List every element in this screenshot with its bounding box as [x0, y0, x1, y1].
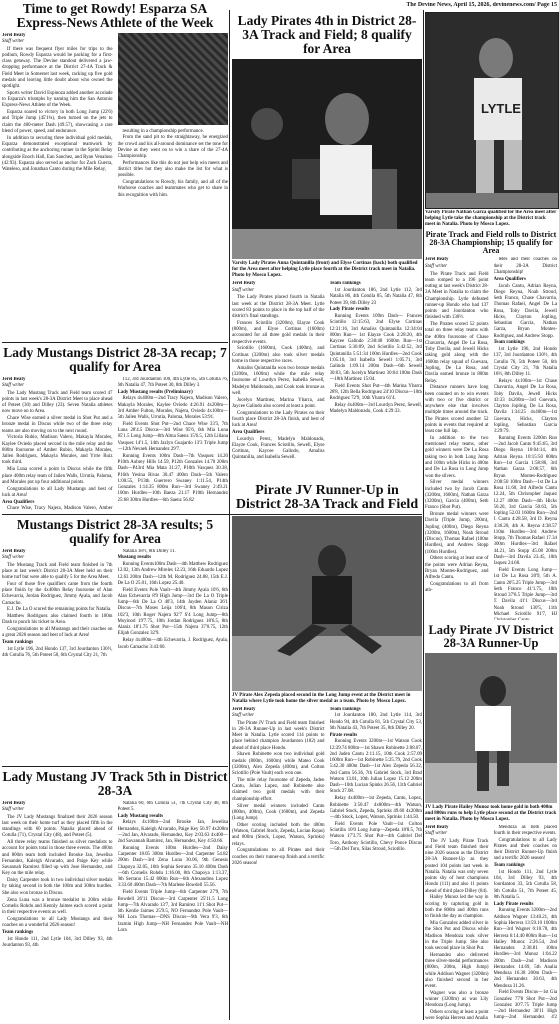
headline: Lady Mustangs District 28-3A recap; 7 qualify for Area	[3, 346, 227, 374]
role: Staff writer	[2, 383, 25, 389]
paragraph: Silver medal winners included Cantu (800m, 400m), Cook (1600m), and Zepeda (Long Jump).	[232, 803, 325, 822]
subhead: Lady Pirate results	[493, 901, 534, 907]
column-divider	[423, 10, 424, 1020]
paragraph: In addition to securing three individual gold medals, Esparza demonstrated exceptional teamwork by contributing as the anchoring runner in the Sprint Relay alongside Enoch Hall, Ean Sanchez, and Ryan Venaluso (42.93). Esparza also served as anchor for Zach Guerra, Wateleso, and Jonathan Canto during the Mile Relay,	[2, 135, 113, 173]
paragraph: Running Events 3200m Run—2nd Jacob Cantu 9:45:65, 3rd Diego Reyna 10:04:14, 4th Adrian Reyna 10:15:50 800m Run—1st Garcia 1:58:86, 3rd Nathan Garza 2:06:57, 6th Bryan Montes-Rodriguez 2:08:50 100m Dash—1st De La Rosa 11.60, 3rd Alfredo Cantu 12.24, 5th Christopher Jaquez 12.27 400m Dash—4th Hicks 50.20, 3rd Garcia 50.63, 5th Jopling 52.03 1600m Run—2nd J. Cantu 4:28.58, 3rd D. Reyna 4:36.20, 4th A. Reyna 4:38.57 110m Hurdles—3rd Andrew Stopp, 7th Thomas Rafael 17.34 300m Hurdles—3rd Rafael 44.21, 5th Stopp 45.08 200m Dash—3rd Davila 23.45, 10th Jaquez 24.68.	[493, 435, 557, 567]
paragraph: resulting in a championship performance.	[122, 128, 204, 134]
photo-runners-illustration	[232, 59, 422, 259]
paragraph: 1st Jourdanton 180, 2nd Lytle 114, 3rd Hondo 94, 4th Cotulla 81, 5th Crystal City 53, 6th Natalia 43, 7th Poteet 35, 8th Dilley 20.	[329, 713, 422, 731]
paragraph: The JV Lady Pirate Track and Field team finished their nine 2026 season as the District 28-3A Runner-Up as they posted 104 points last week in Natalia. Natalia was only seven points shy of host champions Hondo (111) and also 11 points ahead of third place Dilley (84).	[425, 838, 489, 894]
paragraph: Field Events Pole Vault—1st Colton Sciotillo 10'0 Long Jump—Zepeda 18'8.5, 7th Watson 17'3.75 Shot Put—4th Gabriel Del Toro, Anthony Sciotillo, Chevy Ponce Discus—5th Del Toro, Silas Stroud, Sciotillo.	[329, 821, 422, 852]
paragraph: E.J. De La O scored the remaining points for Natalia.	[7, 607, 112, 613]
article-lady-mustang-jv	[2, 770, 228, 1022]
byline: Jerel Beaty	[425, 257, 449, 263]
paragraph: Distance runners have long been counted on to win events with two or five district or anywhere else that involves multiple times around the track. The Pirates scored another 52 points in events that required at least one full lap.	[425, 385, 489, 435]
paragraph: Chace Wise, Tracy Najera, Madison Valero, Amber	[7, 506, 113, 511]
paragraph: Daisy Carpenter took in two individual silver medals by taking second in both the 100m and 300m hurdles. She also won bronze in Discus.	[2, 878, 113, 896]
paragraph: Congratulations to Rowdy, his family, and all of the Warhorse coaches and teammates who get to share in this recognition with him.	[117, 180, 228, 198]
subhead: Team rankings	[2, 929, 34, 935]
paragraph: Others scoring at least one of the points were Adrian Reyna, Bryan Montes-Rodriguez, and Alfredo Cantu.	[425, 556, 489, 581]
article-lady-pirate-jv	[425, 624, 557, 1022]
byline: Jerel Beaty	[425, 824, 449, 830]
paragraph: Victoria Rubio, Madison Valero, Makayla Morales, Kaylee Oviedo placed second in the mile relay and the 800m foursome of Amber Rubio, Makayla Morales, Jailen Rodriguez, Makayla Morales, and Yrrie Ruiz took third.	[2, 435, 113, 466]
column-divider	[229, 10, 230, 1020]
photo-caption: Varsity Pirate Nathan Garza qualified for the Area meet after helping Lytle take the championship at the District track meet in Natalia. Photo by Mosco Lopez.	[425, 210, 557, 227]
article-pirate-track	[425, 210, 557, 620]
paragraph: Esparza soared to victory in both Long Jump (22'6) and Triple Jump (45'1¾), then turned on the jets to claim the 400-meter Dash (49.57), showcasing a rare blend of power, speed, and endurance.	[2, 110, 113, 135]
paragraph: Relay 4x400m—1st Zepeda, Cantu, Lopez, Robinette 3:50.47 4x800m—4th Watson, Gabriel Stock, Zepeda, Sprinks 49.60 4x200m—4th Stock, Lopez, Watson, Sprinks 1:44.50.	[329, 796, 422, 821]
role: Staff writer	[2, 39, 25, 45]
paragraph: Jacob Cantu, Adrian Reyna, Diego Reyna, Noah Stroud, Seth Franco, Chase Chavarria, Thomas Rafael, Angel De La Rosa, Toby Davila, Jewell Hicks, Clayton Jopling, Sebastian Garcia, Nathan Garza, Bryan Montes-Rodriguez, and Andrew Stopp.	[493, 283, 557, 339]
paragraph: If there was frequent flyer miles for trips to the podium, Rowdy Esparza would be packing for a first-class getaway. The Devine standout delivered a jaw-dropping performance at the District 27-4A Track & Field Meet in Somerset last week, racking up five gold medals and leaving little doubt about who owned the spotlight.	[2, 46, 113, 90]
paragraph: Four of those five qualifiers came from the fourth place finish by the 4x400m Relay foursome of Alan Echevarria, Jordan Rodriguez, Jimmy Ayala, and Jacob Camacho.	[2, 581, 113, 606]
byline: Jerel Beaty	[232, 281, 256, 287]
article-esparza	[2, 2, 228, 340]
paragraph: 1st Hondo 111, 2nd Lytle 104, 3rd Dilley 93, 4th Jourdanton 93, 4th	[2, 936, 113, 948]
subhead: Team rankings	[493, 863, 525, 869]
paragraph: Congratulations to all Mustangs and their coaches on a great 2026 season and best of luck at Area!	[2, 627, 113, 639]
paragraph: Running Events 3200m—1st Watson Cook 12:39.74 800m—1st Shawn Robinette 2:08.07, 2nd Jaden Cantu 2:11.15, 10th Cook 2:57.09 1600m Run—1st Robinette 5:25.79, 2nd Cook 5:42.30 400m Dash—1st Alex Zepeda 56.32, 2nd Cantu 56.36, 7th Gabriel Stock, 3rd Brad Watson 13.01, 10th Julian Lopez 15.12 200m Dash—10th Lucian Spinks 26.56, 11th Gabriel Stock 27.08.	[329, 739, 422, 795]
photo-caption: JV Lady Pirate Hailey Munoz took home gold in both 400m and 800m runs to help Lytle place second at the District track meet in Natalia. Photo by Mosco Lopez.	[425, 804, 557, 822]
paragraph: Wagner was also a bronze winner (3200m) as was Lily Mendoza (Long Jump).	[425, 990, 489, 1009]
subhead: Team rankings	[493, 340, 525, 346]
subhead: Team rankings	[329, 281, 361, 287]
photo-runner-illustration	[425, 653, 557, 803]
subhead: Lady Mustang results (Preliminary)	[117, 389, 193, 395]
paragraph: From the sand pit to the straightaway, he energized the crowd and his all-around dominance set the tone for Devine as they went on to win a share of the 27-4A Championship.	[117, 135, 228, 160]
paragraph: Congratulations to all Lady Mustangs and best of luck at Area!	[2, 486, 113, 498]
paragraph: Relays 4x400m—2nd Tracy Najera, Madison Valero, Makayla Morales, Kaylee Oviedo 4:26.91 4x200m—3rd Amber Fulton, Morales, Najera, Oviedo 4x100m—5th Jailen Walls, Urrutia, Paloma, Morales 53:91.	[117, 396, 228, 421]
subhead: Lady Mustang results	[117, 813, 164, 819]
subhead: Area Qualifiers	[232, 429, 265, 435]
paragraph: Natalia 60, 6th Cotulla 51, 7th Crystal City 48, 8th Poteet 5.	[117, 800, 228, 812]
paragraph: Relays 4x100m—2nd Brooke Jan, Jewelisa Hernandez, Kaleigh Alvarado, Paige Key 56.97 4x200m—2nd Jan, Alvarado, Hernandez, Key 2:03.63 4x400—2nd Savannah Ramirez, Jan, Hernandez, Key 4:50.66.	[117, 820, 228, 845]
masthead: The Devine News, April 15, 2026, devinenews.com/ Page 15	[406, 2, 557, 8]
paragraph: Congratulations to the Lady Pirates on their fourth place District 28-3A finish, and best of luck at Area!	[232, 410, 325, 429]
paragraph: Field Events Triple Jump—6th Carpenter 27'9, 7th Bowdell 26'11 Discus—3rd Carpenter 25'11.5 Long Jump—7th Alvarado 13'7, 3rd Ramirez 11'1 Shot Put—6th Kenlie Jaimes 25'9.5, NO Fernandez Pole Vault—NH Lora Thomas—DNS Discus—9th Vera 9'3, 6th Jazmin High Jump—NH Fernandez Pole Vault—NH Lora	[117, 890, 228, 933]
paragraph: 112, 3rd Jourdanton 100, 4th Lytle 85, 5th Cotulla 76, 6th Natalia 47, 7th Poteet 30, 8th Dilley 3	[117, 376, 228, 388]
paragraph: Relay 4x400m—4th Echevarria, J. Rodriguez, Ayala, Jacob Camacho 3:43:60.	[117, 638, 228, 650]
byline: Jerel Beaty	[232, 706, 256, 712]
paragraph: Other scoring included both the 400m (Watson, Gabriel Stock, Zepeda, Lucian Rojas) and 800m (Stock, Lopez, Watson, Sprinks) relays.	[232, 822, 325, 847]
paragraph: Chace Wise earned a silver medal in Shot Put and a bronze medal in Discus while two of the three relay teams are also moving on to the next round.	[2, 416, 113, 434]
headline: Mustangs District 28-3A results; 5 qualify for Area	[16, 518, 214, 546]
subhead: Team rankings	[329, 706, 361, 712]
role: Staff writer	[425, 264, 448, 270]
paragraph: Matthew Rodriguez also claimed fourth in 100m Dash to punch his ticket to Area.	[2, 614, 113, 626]
paragraph: Silver medal winners included two by Jacob Cantu (3200m, 1600m), Nathan Garza (3200m), Garcia (400m), Seth Franco (Shot Put).	[425, 480, 489, 511]
paragraph: Sports writer David Espinoza added another accolade to Esparza's triumphs by naming him the San Antonio Express-News Athlete of the Week.	[2, 90, 113, 109]
headline: Pirate JV Runner-Up in District 28-3A Track and Field	[235, 484, 419, 513]
paragraph: Frances Sciotillo (3200m), Elayze Cook (800m), and Elyse Cortinas (1600m) accounted for all three gold medals in their respective events.	[232, 320, 325, 345]
subhead: Area Qualifiers	[2, 499, 35, 505]
role: Staff writer	[425, 831, 448, 837]
paragraph: The mile relay foursome of Zepeda, Jaden Cantu, Julian Lopez, and Robinette also claimed two gold medals with their championship effort.	[232, 777, 325, 802]
paragraph: 1st Lytle 196, 2nd Hondo 137, 3rd Jourdanton 130½, 4th Cotulla 76, 5th Poteet 50, 6th Crystal City 21, 7th Natalia 18½, 8th Dilley 11.	[493, 347, 557, 378]
paragraph: Congratulations to all from ath-	[425, 582, 489, 594]
paragraph: Mia Luna scored a point in Discus while the fifth place 400m relay team of Jailen Walls, Urrutia, Paloma, and Morales put up four additional points.	[2, 467, 113, 485]
paragraph: Mia Gonzalez added silver in the Shot Put and Discus while Madison Mendoza took silver in the Triple Jump. She also took second place in Shot Put.	[425, 920, 489, 952]
photo-lady-pirate-jv	[425, 653, 557, 803]
paragraph: The Mustang Track and Field team finished in 7th place at last week's District 28-3A Meet held on their home turf but were able to qualify 5 for the Area Meet.	[2, 562, 113, 581]
paragraph: Congratulations to all Lady Mustangs and their coaches on a wonderful 2026 season!	[2, 916, 113, 929]
paragraph: Field Events Shot Put—2nd Chace Wise 33'3, 7th Luna 28'4.5 Discus—3rd Wise 95'6, 6th Mia Luna 85'1.5 Long Jump—8th Alma Saenz 15'6.5, 12th Lillana Vasquez 14'1.5, 14th Jazlyn Guajardo 13'3 Triple Jump—12th Nevaeh Hernandez 29'7.	[117, 421, 228, 452]
subhead: Area Qualifiers	[493, 276, 526, 282]
role: Staff writer	[2, 555, 25, 561]
article-mustangs-results	[2, 518, 228, 763]
paragraph: Running Events 100m Hurdles—2nd Daisy Carpenter 18.05 300m Hurdles—2nd Carpenter 54.82 200m Dash—3rd Zena Luna 30.06, 9th Genesis Chapoya 32.05, 16th Sophia Serrano 35.10 400m Dash—6th Cornelis Rohdu 1:16.00, 8th Chapoya 1:13.37, 9th Serrano 15.42 800m Run—6th Alexandrea Lopez 3:33.60 400m Dash—7th Marlene Bowdell 55.56.	[117, 845, 228, 889]
photo-caption: Varsity Lady Pirates Anna Quintanilla (front) and Elyse Cortinas (back) both qualified for the Area meet after helping Lytle place fourth at the District track meet in Natalia. Photo by Mosco Lopez.	[232, 261, 418, 279]
paragraph: letes and their coaches on their 28-3A District Championship!	[493, 257, 557, 275]
paragraph: 1st Jourdanton 186, 2nd Lytle 112, 3rd Natalia 86, 4th Cotulla 85, 5th Natalia 47, 6th Poteet 39, 8th Dilley 23	[329, 288, 422, 306]
paragraph: In addition to the two mentioned relay teams, other gold winners were De La Rosa taking two in both Long Jump and 100m while Hicks in 400m and De La Rosa in Long Jump won the silvers.	[425, 435, 489, 479]
paragraph: Zena Luna was a bronze medalist in 200m while Cornelis Rohdu and Kennly Jaimes each scored a point in their respective events as well.	[2, 897, 113, 916]
paragraph: Field Events Pole Vault—4th Jimmy Ayala 10'6, 6th Alan Echevarria 8'9 High Jump—3rd De La O Triple Jump—6th De La O 40'3, 14th Jayden Alaniz 36'1 Discus—7th Moses Leija 106'4, 8th Mason Ciriza 102'3, 10th Roger Najera 92'7 S'4 Long Jump—8th Moyinod 19'7.75, 10th Jordan Rodriguez 18'6.5, 8th Alaniz 18'1.75 Shot Put—15th Najera 37'0.75, 12th Elijah Gonzalez 32'9.	[117, 587, 228, 637]
role: Staff writer	[232, 713, 255, 719]
photo-runner-illustration	[426, 13, 558, 208]
paragraph: Mendoza as both placed fourth in their respective events.	[493, 824, 557, 836]
paragraph: Shawn Robinette won two individual gold medals (800m, 1600m) while Mateo Cook (3200m), Alex Zepeda (400m), and Colton Sciotillo (Pole Vault) each won one.	[232, 752, 325, 777]
article-lady-pirates	[232, 10, 422, 480]
byline: Jerel Beaty	[2, 548, 26, 554]
headline: Pirate Track and Field rolls to District 28-3A Championship; 15 qualify for Area	[425, 230, 557, 256]
paragraph: The Pirate Track and Field team romped to a 196 point outing at last week's District 28-3A Meet in Natalia to claim the Championship. Lytle defeated runner-up Hondo who had 137 points and Jourdanton who finished with 130½.	[425, 271, 489, 321]
byline: Jerel Beaty	[2, 376, 26, 382]
paragraph: Field Events Shot Put—4th Marina Ybarra 28'8, 12th Bella Rodriguez 24'10 Discus—10th Rodriguez 72'9, 10th Ybarra 61'4.	[329, 383, 422, 402]
headline: Time to get Rowdy! Esparza SA Express-News Athlete of the Week	[16, 2, 214, 30]
paragraph: Relay 4x400m—3rd Lourdyn Perez, Sewell, Madelyn Maldonado, Cook 4:29:33.	[329, 402, 422, 415]
paragraph: Running Events 100m Dash—7th Vasquez 14.20 P10th Aubrey Hills 14.59, P12th Gonzales 14.70 200m Dash—P43rd Mia Mata 31:27, P10th Vasquez 30.38, P16th Yesina Rivas 30.47 400m Dash—5th Valero 1:00.55, P13th Guerrero Swaney 1:11.54, P14th Gonzales 1:14.35 800m Run—3rd Swaney 2:49.21 100m Hurdles—10th Baeza 21.17 P10th Hernandez 25:68 300m Hurdles—6th Saenz 56.82	[117, 453, 228, 503]
headline: Lady Pirate JV District 28-3A Runner-Up	[428, 624, 554, 650]
paragraph: 1st Hondo 111, 2nd Lytle 104, 3rd Dilley 93, 4th Jourdanton 33, 5th Cotulla 58, 6th Cotulla 51, 7th Poteet 45, 8th Natalia 5.	[493, 869, 557, 900]
photo-lady-pirates	[232, 59, 422, 259]
byline: Jerel Beaty	[2, 800, 26, 806]
photo-nathan-garza	[425, 12, 559, 209]
paragraph: Relays 4x100m—1st Chase Chavarria, Angel De La Rosa, Toby Davila, Jewell Hicks 43:33 4x200m—3rd Guevara, Clayton Jopling, De La Rosa, Davila 1:34:25 4x400m—1st Guevara, Hicks, Clayton Jopling, Sebastian Garcia 3:29:79.	[493, 379, 557, 435]
paragraph: Congratulations to all Lady Pirates and their coaches on their District Runner-Up finish and a terrific 2026 season!	[493, 837, 557, 862]
paragraph: Others scoring at least a point were Sophia Herrera and Analia	[425, 1010, 489, 1022]
paragraph: The Lady Mustang Track and Field team scored 47 points in last week's 28-3A District Meet to place ahead of Poteet (30) and Dilley (23). Seven Natalia athletes now move on to Area.	[2, 390, 113, 415]
paragraph: Congratulations to all Pirates and their coaches on their runner-up finish and a terrific 2026 season!	[232, 848, 325, 866]
svg-text:LYTLE: LYTLE	[481, 101, 521, 116]
byline: Jerel Beaty	[2, 32, 26, 38]
paragraph: Field Events Discus—1st Gia Gonzalez 77'8 Shot Put—2nd Gonzalez 30'7.75 Triple Jump—2nd Hernandez 30'11 High Jump—2nd Hernandez 4'2	[493, 990, 557, 1021]
divider	[2, 342, 228, 343]
paragraph: Running Events 100m Dash— Frances Sciotillo 12:15:63, 2nd Elyse Cortinas 12:31:16, 3rd Amaliss Quintanilla 12:34:04 800m Run— 1st Elayze Cook 2:28:20, 4th Kaycee Galindo 2:38:48 1600m Run—1st Cortinas 5:36:09, 2nd Sciotillo 5:42:52, 3rd Quintanilla 5:51:34 100m Hurdles—2nd Cook 1:05.10, 3rd Isabella Sewell 1:05.71, 3rd Galindo 1:09.14 200m Dash—6th Sewell 30:03, 5th Jocelyn Martinez 30:04 100m Dash—18th Martinez 15:04.	[329, 314, 422, 382]
role: Staff writer	[2, 807, 25, 813]
esparza-photo	[118, 33, 229, 125]
headline: Lady Pirates 4th in District 28-3A Track and Field; 8 qualify for Area	[237, 13, 417, 56]
role: Staff writer	[232, 288, 255, 294]
subhead: Lady Pirate results	[329, 307, 370, 313]
paragraph: Running Events100m Dash—4th Matthew Rodriguez 12.02, 13th Andrew Mireles 12.23, 16th Eduardo Lopez 12.63 200m Dash—12th M. Rodriguez 24.88, 15th E.J. De La O 25.01, 16th Lopez 25.40.	[117, 562, 228, 586]
headline: Lady Mustang JV Track 5th in District 28-3A	[2, 770, 228, 798]
paragraph: The JV Lady Mustangs finalized their 2026 season last week on their home turf as they placed fifth in the standings with 60 points. Natalia placed ahead of Cotulla (71), Crystal City (48), and Poteet (5).	[2, 814, 113, 839]
paragraph: The Pirate JV Track and Field team finished in 28-3A Runner-Up in last week's District Meet in Natalia. Lytle scored 114 points to place behind champion Jourdanton (182) and ahead of third place Hondo.	[232, 720, 325, 751]
paragraph: The Lady Pirates placed fourth in Natalia last week at the District 28-3A Meet. Lytle scored 83 points to place in the top half of the district's final standings.	[232, 295, 325, 320]
photo-pirate-jv	[232, 516, 422, 691]
subhead: Team rankings	[2, 640, 34, 646]
paragraph: Bronze medal winners were Davila (Triple Jump, 200m), Jopling (400m), Diego Reyna (3200m, 1600m), Noah Stroud (Discus), Thomas Rafael (100m Hurdles), and Andrew Stopp (100m Hurdles).	[425, 512, 489, 555]
subhead: Mustang results	[117, 555, 151, 561]
photo-caption: JV Pirate Alex Zepeda placed second in the Long Jump event at the District meet in Natalia where Lytle took home the silver medal as a team. Photo by Mosco Lopez.	[232, 692, 411, 704]
paragraph: Running Events 3200m—2nd Addison Wagner 13:40.21, 4th Sophia Herrera 13:59.10 1600m Run—3rd Wagner 6:10.78, 4th Herrera 6:14.40 800m Run—1st Hailey Munoz 2:26.54, 2nd Hernandez 2:38.81 100m Hurdles—3rd Munoz 1:04.22 200m Dash—2nd Madison Hernandez 14.69, 5th Analia Mendoza 16.38 200m Dash—2nd Hernandez 30.63, 4th Mendoza 31.26.	[493, 908, 557, 989]
paragraph: Field Events Long Jump—1st De La Rosa 20'9, 5th A. Cantu 20'5.25 Triple Jump—3rd Seth Franco 41'1.75, 10th Stroud 37'8.5 Triple Jump—3rd T. Davila 41'1 Discus—3rd Noah Stroud 130'5, 11th Michael Sciotillo 91'7, HJ	[493, 567, 557, 617]
paragraph: Natalia 18½, 8th Dilley 11.	[122, 548, 176, 554]
paragraph: Lourdyn Perez, Madelyn Maldonado, Elayze Cook, Frances Sciotillo, Sewell, Elyse Cortinas, Kaycee Galindo, Amaliss Quintanilla, and Isabella Sewell.	[232, 436, 325, 461]
paragraph: Amaliss Quintanilla won two bronze medals (3200m, 1600m) while the mile relay foursome of Lourdyn Perez, Isabella Sewell, Madelyn Maldonado, and Cook took bronze as well.	[232, 365, 325, 396]
article-pirate-jv	[232, 484, 422, 1020]
paragraph: Hailey Munoz led the way in scoring by capturing gold in both the 800m and 400m runs to finish the day as champion.	[425, 895, 489, 920]
divider	[2, 766, 228, 767]
paragraph: All three relay teams finished as silver medalists to account for points total in those three events. The 400m and 800m team both included Brooke Jan, Jewelisa Fernandez, Kaleigh Alvarado, and Paige Key while Savannah Ramirez filled up with Jose Hernandez, and Key on the mile relay.	[2, 840, 113, 877]
article-lady-mustangs-recap	[2, 346, 228, 511]
subhead: Pirate results	[329, 732, 358, 738]
paragraph: Sciotillo (1600m), Cook (400m), and Cortinas (3200m) also took silver medals home in those respective races.	[232, 346, 325, 364]
paragraph: The Pirates scored 52 points total on three relay teams with the 400m foursome of Chase Chavarria, Angel De La Rosa, Toby Davila, and Jewell Hicks taking gold along with the 1600m relay squad of Guevara, Jopling, De La Rosa, and Davila earned bronze in 800m Relay.	[425, 322, 489, 384]
paragraph: Jocelyn Martinez, Marina Ybarra, and Jaycee Galindo also scored at least a point.	[232, 397, 325, 409]
photo-jumper-illustration	[232, 516, 422, 691]
paragraph: Performances like this do not just help win meets and district titles but they also make the list for what is possible.	[117, 160, 228, 179]
paragraph: Hernandez also delivered three silver-medal performances (800m, 200m, High Jump) while Addison Wagner (3200m) also finished second in her event.	[425, 952, 489, 990]
paragraph: 1st Lytle 196, 2nd Hondo 137, 3rd Jourdanton 130½, 4th Cotulla 76, 5th Poteet 50, 6th Crystal City 21, 7th	[2, 647, 113, 659]
